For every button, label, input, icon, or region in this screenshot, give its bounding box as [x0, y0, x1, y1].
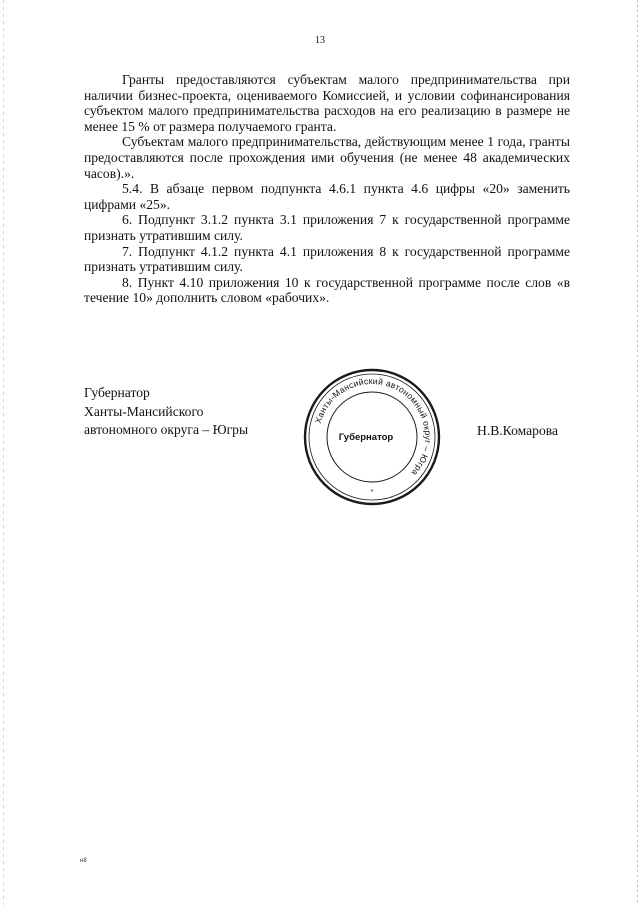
scan-edge-left: [3, 0, 4, 905]
paragraph-item-8: 8. Пункт 4.10 приложения 10 к государственной программе после слов «в течение 10» дополнить словом «рабочих».: [84, 274, 570, 306]
signer-name: Н.В.Комарова: [477, 423, 559, 438]
seal-ring-text: Ханты-Мансийский автономный округ – Югра: [312, 375, 434, 478]
signatory-title-line-1: Губернатор: [84, 385, 150, 400]
document-body: [84, 72, 570, 306]
signatory-title-line-2: Ханты-Мансийского: [84, 403, 204, 419]
paragraph-item-5-4: 5.4. В абзаце первом подпункта 4.6.1 пункта 4.6 цифры «20» заменить цифрами «25».: [84, 181, 570, 212]
seal-center-text: Губернатор: [338, 432, 394, 443]
footer-mark: н8: [80, 858, 87, 864]
official-seal: [303, 368, 441, 506]
paragraph-item-7: 7. Подпункт 4.1.2 пункта 4.1 приложения 8 к государственной программе признать утратившим силу.: [84, 243, 570, 275]
seal-star: *: [370, 489, 374, 496]
page-number: 13: [315, 35, 325, 46]
paragraph-item-6: 6. Подпункт 3.1.2 пункта 3.1 приложения 7 к государственной программе признать утратившим силу.: [84, 212, 570, 243]
paragraph-grants-conditions: Гранты предоставляются субъектам малого предпринимательства при наличии бизнес-проекта, оцениваемого Комиссией, и условии софинансирования субъектом малого предпринимательства расходов на его реализацию в размере не менее 15 % от размера получаемого гранта.: [84, 72, 570, 134]
signatory-title-line-3: автономного округа – Югры: [84, 422, 249, 437]
signatory-title: [84, 384, 248, 440]
scan-edge-right: [637, 0, 638, 905]
paragraph-grants-training: Субъектам малого предпринимательства, действующим менее 1 года, гранты предоставляются после прохождения ими обучения (не менее 48 академических часов).».: [84, 134, 570, 181]
